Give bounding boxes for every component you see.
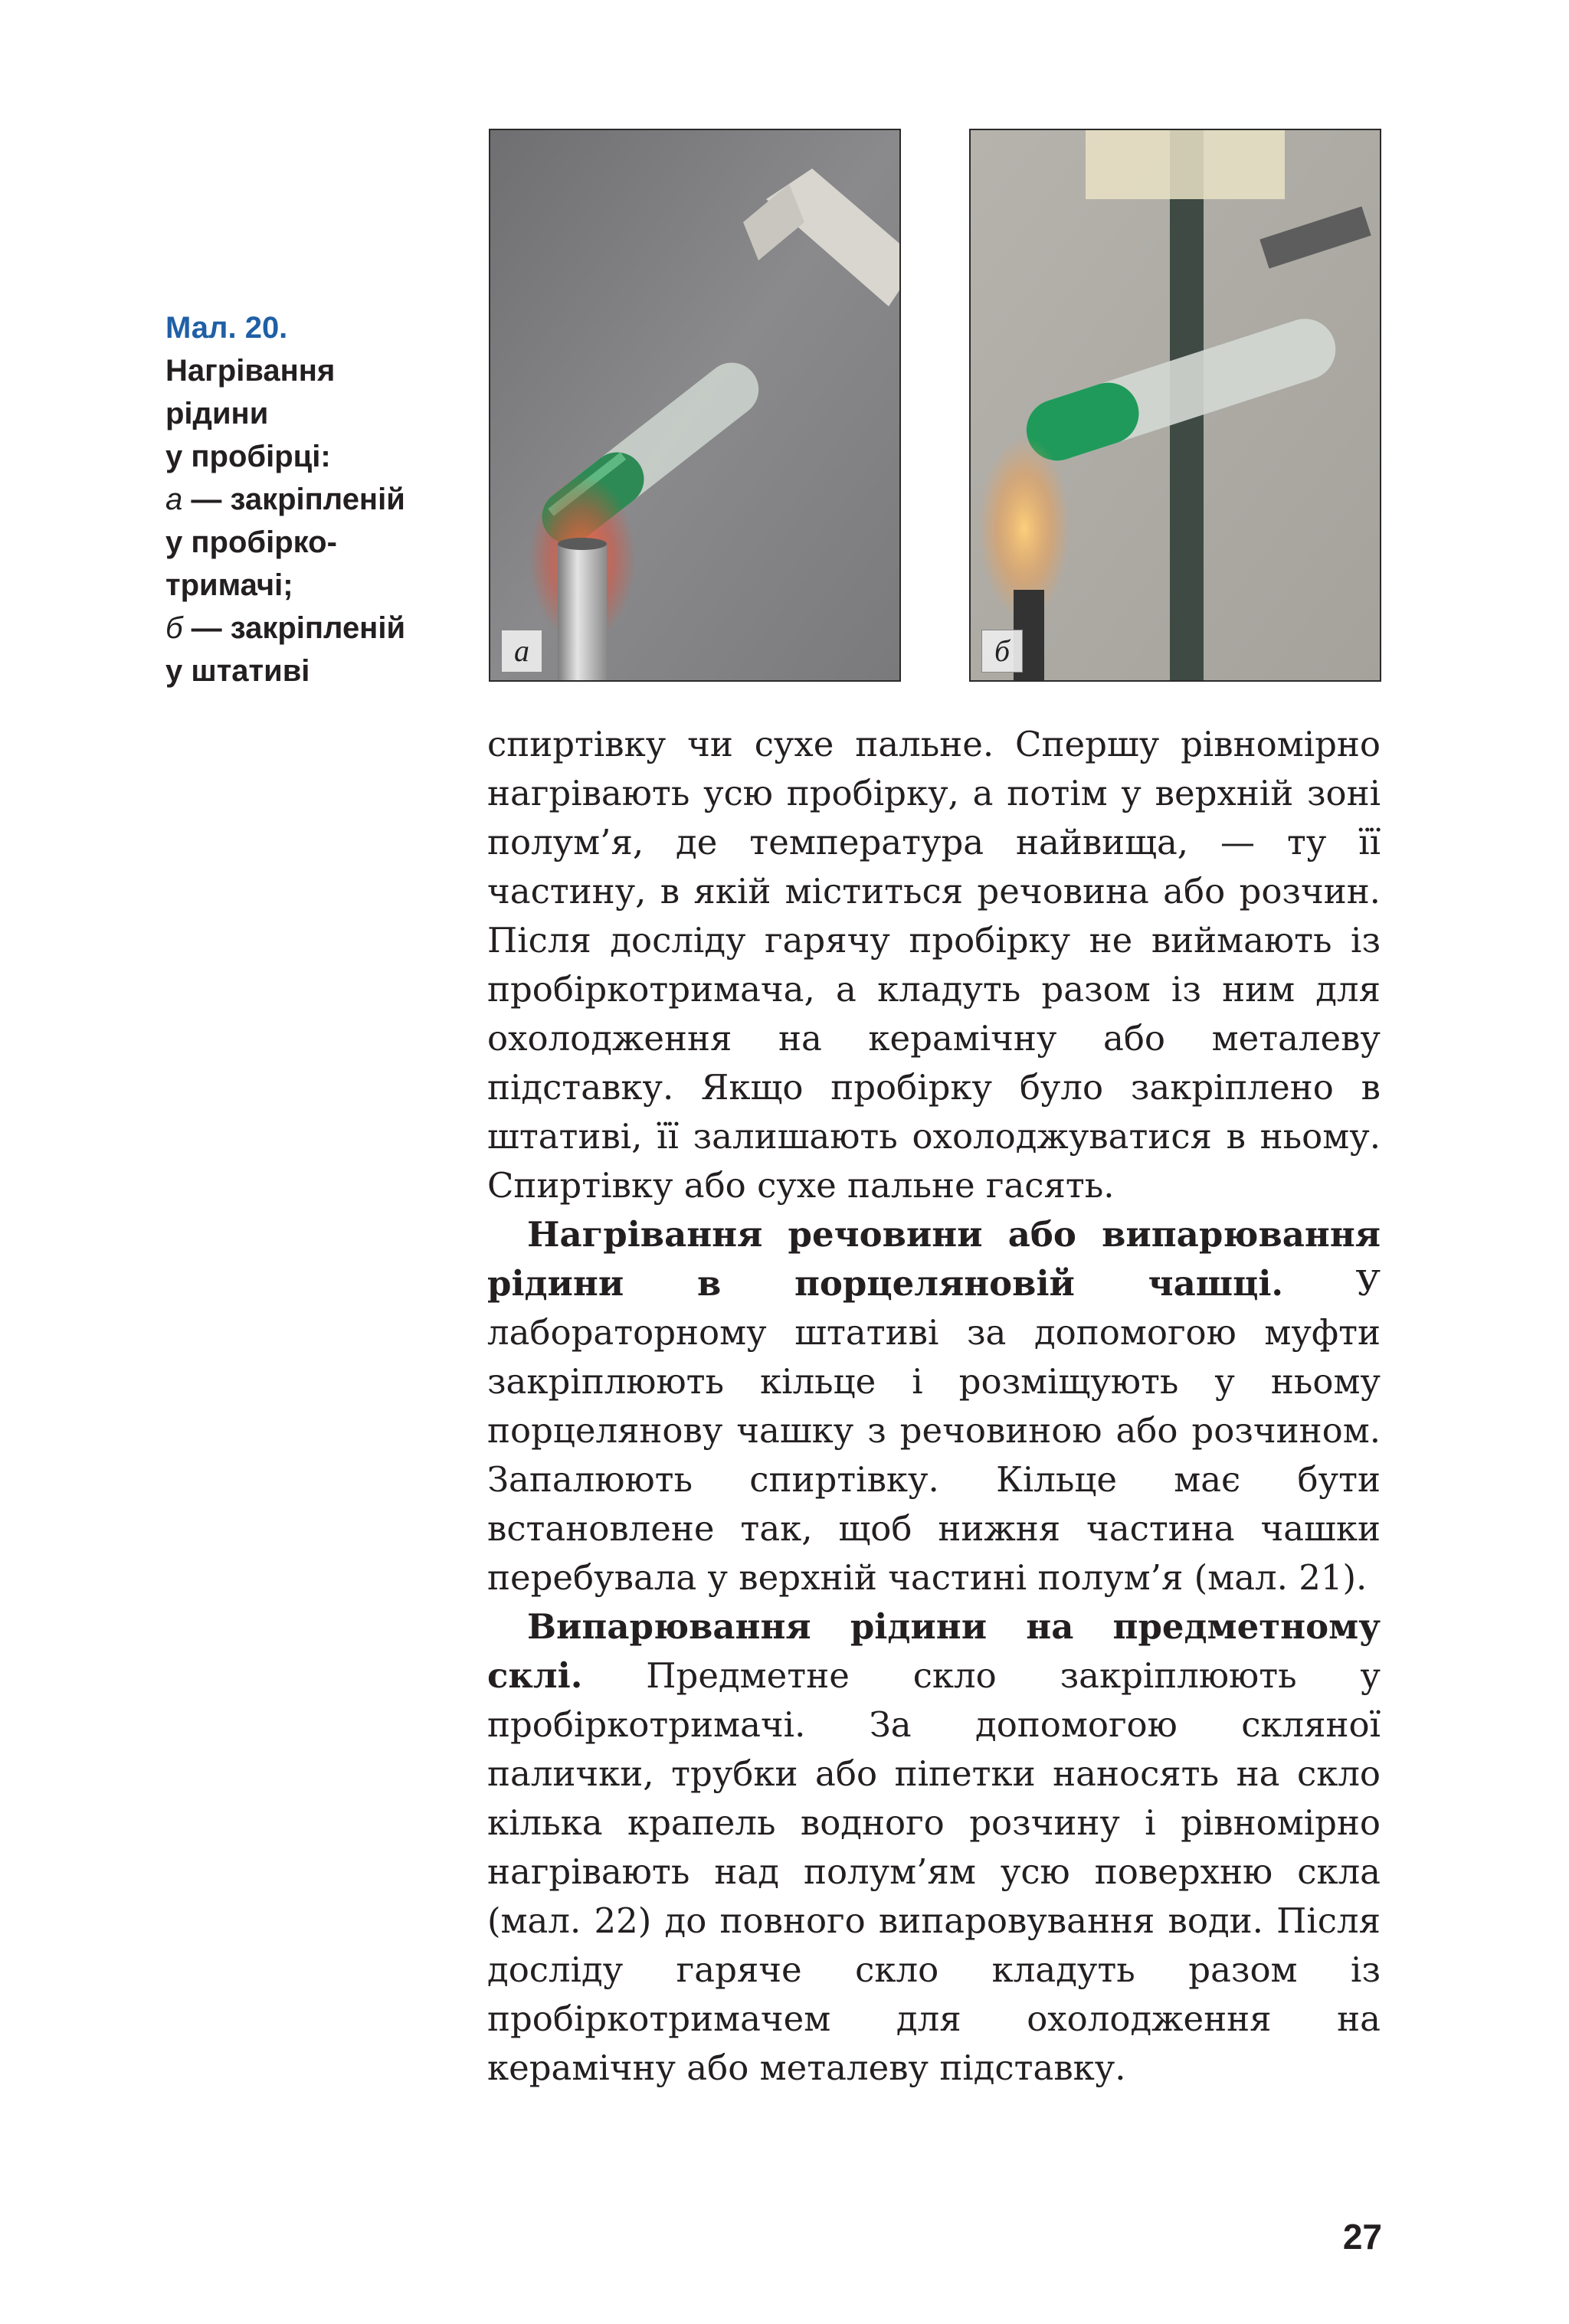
body-text	[487, 720, 1381, 2093]
caption-line: у пробірко-	[165, 525, 337, 559]
photo-a	[489, 129, 901, 682]
caption-item-a	[165, 478, 457, 521]
photo-b	[969, 129, 1381, 682]
photo-label-b: б	[981, 630, 1023, 673]
stand-clamp-flame-photo-icon	[971, 130, 1380, 680]
paragraph-heading: Нагрівання речовини або випарювання рідини в порцеляновій чашці.	[487, 1214, 1381, 1304]
test-tube-holder-flame-photo-icon	[490, 130, 899, 680]
caption-line: Нагрівання	[165, 354, 336, 388]
paragraph	[487, 1210, 1381, 1602]
photo-label-a: а	[501, 630, 542, 673]
caption-line: рідини	[165, 397, 269, 430]
paragraph-heading: Випарювання рідини на предметному склі.	[487, 1606, 1381, 1696]
figure-caption	[165, 306, 457, 692]
paragraph	[487, 1602, 1381, 2093]
caption-line: у пробірці:	[165, 440, 331, 473]
page-number: 27	[1342, 2217, 1382, 2257]
paragraph-text: У лабораторному штативі за допомогою муфти закріплюють кільце і розміщують у ньому порцелянову чашку з речовиною або розчином. Запалюють спиртівку. Кільце має бути встановлене так, щоб нижня частина чашки перебувала у верхній частині полум’я (мал. 21).	[487, 1263, 1381, 1598]
caption-text: — закріпленій	[182, 483, 405, 516]
caption-item-b	[165, 607, 457, 650]
caption-text: — закріпленій	[182, 611, 406, 645]
caption-line: у штативі	[165, 654, 310, 688]
paragraph-text: Предметне скло закріплюють у пробіркотримачі. За допомогою скляної палички, трубки або піпетки наносять на скло кілька крапель водного розчину і рівномірно нагрівають над полум’ям усю поверхню скла (мал. 22) до повного випаровування води. Після досліду гаряче скло кладуть разом із пробіркотримачем для охолодження на керамічну або металеву підставку.	[487, 1655, 1381, 2088]
paragraph: спиртівку чи сухе пальне. Спершу рівномірно нагрівають усю пробірку, а потім у верхній зоні полум’я, де температура найвища, — ту її частину, в якій міститься речовина або розчин. Після досліду гарячу пробірку не виймають із пробіркотримача, а кладуть разом із ним для охолодження на керамічну або металеву підставку. Якщо пробірку було закріплено в штативі, її залишають охолоджуватися в ньому. Спиртівку або сухе пальне гасять.	[487, 724, 1381, 1206]
caption-letter-a: а	[165, 483, 183, 516]
caption-letter-b: б	[165, 611, 183, 645]
figure-number: Мал. 20.	[165, 311, 288, 345]
caption-line: тримачі;	[165, 568, 293, 602]
